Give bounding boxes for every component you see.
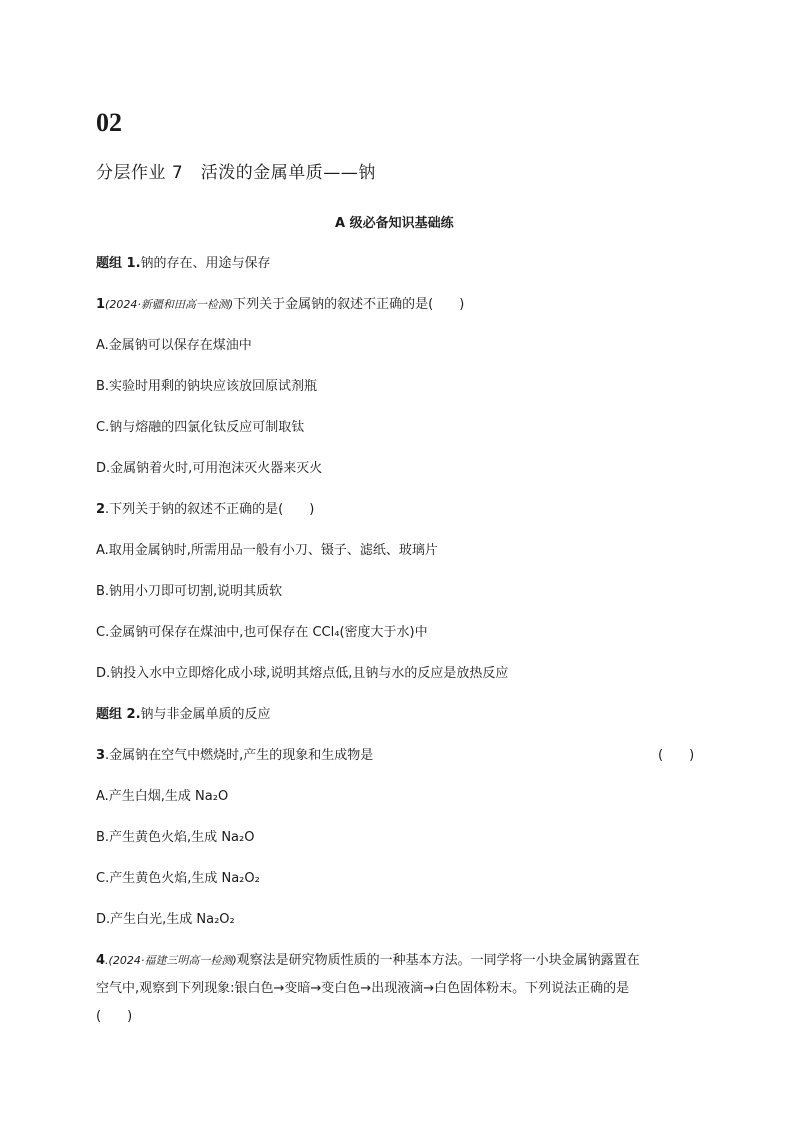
q1-option-c: C.钠与熔融的四氯化钛反应可制取钛 [96, 420, 305, 435]
q1-option-d: D.金属钠着火时,可用泡沫灭火器来灭火 [96, 461, 323, 476]
group-heading-1: 题组 1.钠的存在、用途与保存 [96, 256, 271, 271]
q3-answer-paren: ( ) [658, 748, 695, 763]
q2-option-a: A.取用金属钠时,所需用品一般有小刀、镊子、滤纸、玻璃片 [96, 543, 438, 558]
q3-option-c: C.产生黄色火焰,生成 Na₂O₂ [96, 871, 260, 886]
group-heading-2: 题组 2.钠与非金属单质的反应 [96, 707, 271, 722]
q3-option-a: A.产生白烟,生成 Na₂O [96, 789, 229, 804]
question-3-stem: 3.金属钠在空气中燃烧时,产生的现象和生成物是 [96, 748, 374, 763]
section-number: 02 [96, 108, 122, 137]
question-1-stem: 1(2024·新疆和田高一检测)下列关于金属钠的叙述不正确的是( ) [96, 297, 465, 312]
level-heading: A 级必备知识基础练 [335, 216, 454, 231]
q2-option-b: B.钠用小刀即可切割,说明其质软 [96, 584, 283, 599]
q1-option-a: A.金属钠可以保存在煤油中 [96, 338, 252, 353]
question-4-line-2: 空气中,观察到下列现象:银白色→变暗→变白色→出现液滴→白色固体粉末。下列说法正确的是 [96, 981, 630, 996]
page-title: 分层作业 7 活泼的金属单质——钠 [96, 163, 376, 183]
q1-option-b: B.实验时用剩的钠块应该放回原试剂瓶 [96, 379, 318, 394]
question-4-stem: 4.(2024·福建三明高一检测)观察法是研究物质性质的一种基本方法。一同学将一小块金属钠露置在 [96, 953, 640, 968]
q3-option-b: B.产生黄色火焰,生成 Na₂O [96, 830, 255, 845]
question-2-stem: 2.下列关于钠的叙述不正确的是( ) [96, 502, 315, 517]
question-4-line-3: ( ) [96, 1009, 133, 1024]
q2-option-c: C.金属钠可保存在煤油中,也可保存在 CCl₄(密度大于水)中 [96, 625, 428, 640]
q3-option-d: D.产生白光,生成 Na₂O₂ [96, 912, 235, 927]
q2-option-d: D.钠投入水中立即熔化成小球,说明其熔点低,且钠与水的反应是放热反应 [96, 666, 509, 681]
